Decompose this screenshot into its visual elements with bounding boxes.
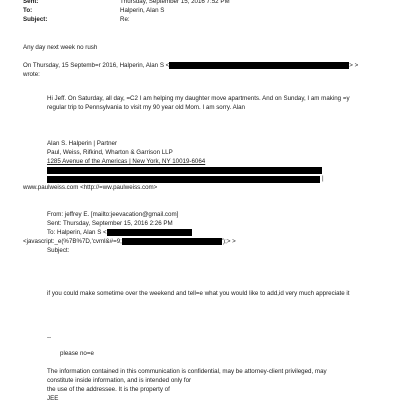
signature-bar: |	[322, 175, 324, 182]
subject-value: Re:	[120, 16, 130, 23]
redaction-box	[107, 229, 192, 236]
forward-js-text: <javascript:_e(%7B%7D,'cvml&#=9;	[23, 238, 122, 246]
request-text: if you could make sometime over the weekend and tell=e what you would like to add,id very much appreciate it	[47, 290, 350, 297]
subject-label: Subject:	[23, 16, 48, 23]
quote-header	[23, 62, 358, 70]
forward-to	[47, 229, 192, 237]
quote-wrote: wrote:	[23, 71, 40, 78]
sent-label: Sent:	[23, 0, 39, 5]
forward-js-line	[23, 238, 236, 246]
quote-header-start: On Thursday, 15 Septemb=r 2016, Halperin, Alan S <	[23, 62, 170, 70]
reply-text: Any day next week no rush	[23, 44, 98, 51]
confidential-line3: the use of the addressee. It is the property of	[47, 386, 170, 393]
confidential-line2: constitute inside information, and is intended only for	[47, 377, 192, 384]
signature-web-link[interactable]: www.paulweiss.com <http://=ww.paulweiss.com>	[23, 184, 158, 191]
please-note: please no=e	[60, 350, 94, 357]
redaction-box	[169, 62, 349, 69]
forward-js-end: ');> >	[221, 238, 236, 246]
redaction-box	[47, 176, 320, 183]
forward-sent: Sent: Thursday, September 15, 2016 2:26 PM	[47, 220, 173, 227]
forward-to-text: To: Halperin, Alan S <	[47, 229, 107, 237]
confidential-line1: The information contained in this communication is confidential, may be attorney-client privileged, may	[47, 368, 327, 375]
signature-address: 1285 Avenue of the Americas | New York, NY 10019-6064	[47, 158, 206, 165]
redaction-box	[122, 238, 222, 245]
to-value: Halperin, Alan S	[120, 7, 165, 14]
to-label: To:	[23, 7, 33, 14]
sent-value: Thursday, September 15, 2016 7:52 PM	[120, 0, 230, 5]
message-para-line1: Hi Jeff. On Saturday, all day, =C2 I am helping my daughter move apartments. And on Sunday, I am making =y	[47, 95, 350, 102]
message-para-line2: regular trip to Pennsylvania to visit my 90 year old Mom. I am sorry. Alan	[47, 104, 245, 111]
forward-from: From: jeffrey E. [mailto:jeevacation@gmail.com]	[47, 211, 179, 218]
quote-header-end: > >	[349, 62, 359, 70]
confidential-line4: JEE	[47, 395, 59, 402]
signature-name: Alan S. Halperin | Partner	[47, 140, 118, 147]
redaction-box	[47, 167, 322, 174]
signature-firm: Paul, Weiss, Rifkind, Wharton & Garrison LLP	[47, 149, 173, 156]
forward-subject: Subject:	[47, 247, 70, 254]
dashes: --	[47, 334, 52, 341]
